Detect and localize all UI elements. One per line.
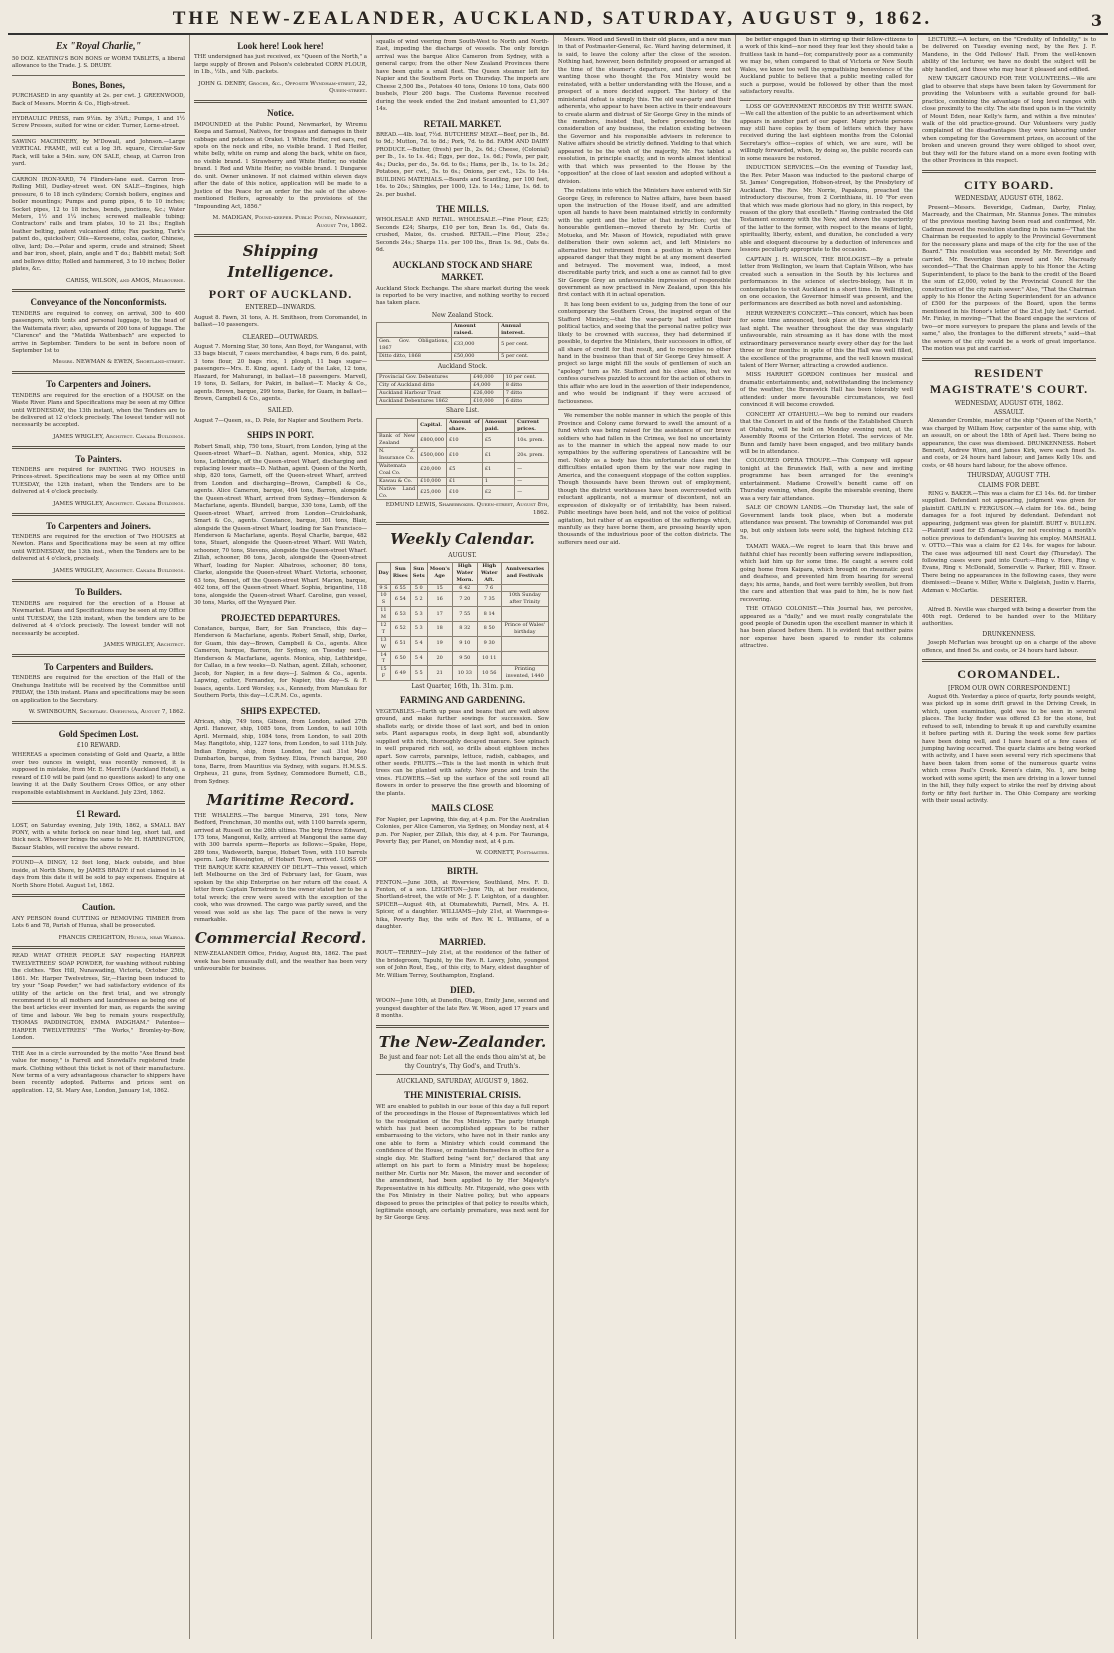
share-header: [377, 418, 418, 433]
city-board-date: WEDNESDAY, AUGUST 6TH, 1862.: [954, 195, 1064, 203]
column-4: [554, 35, 736, 1639]
table-cell: 20: [427, 651, 452, 666]
table-cell: Kawau & Co.: [377, 477, 418, 485]
royal-charlie-heading: Ex "Royal Charlie,": [55, 41, 142, 52]
calendar-header: Anniversaries and Festivals: [501, 562, 548, 584]
table-row: [377, 352, 549, 360]
table-row: [377, 592, 549, 607]
lookhere-signature: JOHN G. DENBY, Grocer, &c., Opposite Wyndham-street, 22, Queen-street.: [198, 80, 367, 95]
table-cell: £10,000: [471, 397, 504, 405]
table-cell: 5 4: [410, 651, 427, 666]
table-cell: 6 52: [390, 621, 410, 636]
masthead-title: THE NEW-ZEALANDER, AUCKLAND, SATURDAY, AUGUST 9, 1862.: [172, 8, 933, 29]
commercial-heading: Commercial Record.: [194, 929, 367, 948]
table-cell: 6 54: [390, 592, 410, 607]
table-cell: 14 T: [377, 651, 391, 666]
retail-text: BREAD.—4lb. loaf, 7½d. BUTCHERS' MEAT.—Beef, per lb., 8d. to 9d.; Mutton, 7d. to 8d.; Pork, 7d. to 8d. FARM AND DAIRY PRODUCE.—Butter, (fresh) per lb., 2s. 6d.; Cheese, (Colonial) per lb., 1s. to 1s. 4d.; Eggs, per doz., 1s. 6d.; Fowls, per pair, 4s.; Ducks, per do., 5s. 6d. to 6s.; Hams, per lb., 1s. to 1s. 2d.; Potatoes, per cwt., 5s. to 6s.; Onions, per cwt., 12s. to 14s. BUILDING MATERIALS.—Boards and Scantling, per 100 feet, 16s. to 20s.; Shingles, per 1000, 12s. to 14s.; Lime, 1s. 6d. to 2s. per bushel.: [376, 131, 549, 198]
table-cell: 13 W: [377, 636, 391, 651]
caution-heading: Caution.: [81, 902, 116, 913]
divider: [12, 135, 185, 136]
column-5: [736, 35, 918, 1639]
conveyance-ad: TENDERS are required to convey, on arrival, 300 to 400 passengers, with tents and personal luggage, to the head of the Waitemata river; also, upwards of 200 tons of luggage. The "Clarence" and the "Matilda Wattenbach" are expected to arrive in September. Tenders to be sent in before noon of September 1st to: [12, 310, 185, 355]
divider: [12, 946, 185, 949]
table-cell: [501, 651, 548, 666]
divider: [376, 861, 549, 862]
claims-heading: CLAIMS FOR DEBT.: [978, 481, 1040, 489]
crisis-heading: THE MINISTERIAL CRISIS.: [404, 1090, 521, 1101]
divider: [12, 801, 185, 804]
stock-header: Amount raised.: [451, 323, 498, 338]
stock-heading: AUCKLAND STOCK AND SHARE MARKET.: [392, 259, 533, 283]
divider: [12, 371, 185, 374]
calendar-table: [376, 562, 549, 681]
table-cell: City of Auckland ditto: [377, 381, 471, 389]
projected-heading: PROJECTED DEPARTURES.: [220, 612, 341, 623]
drunkenness-heading: DRUNKENNESS.: [982, 630, 1036, 638]
carpenters-builders-signature: W. SWINBOURN, Secretary. Onehunga, August 7, 1862.: [28, 709, 185, 716]
table-cell: 5 5: [410, 666, 427, 681]
records-item: LOSS OF GOVERNMENT RECORDS BY THE WHITE SWAN.—We call the attention of the public to an advertisement which appears in another part of our paper. Many private persons may still have copies by them of letters which they have received during the last eighteen months from the Colonial Secretary's office—copies of which, we are sure, will be willingly forwarded, when, by doing so, the public records can in some measure be restored.: [740, 103, 913, 162]
maritime-heading: Maritime Record.: [206, 790, 355, 809]
table-cell: 7 55: [452, 607, 477, 622]
ships-in-port-heading: SHIPS IN PORT.: [247, 430, 314, 441]
wilson-item: CAPTAIN J. H. WILSON, THE BIOLOGIST.—By a private letter from Wellington, we learn that Captain Wilson, who has created such a sensation in the South by his lectures and performances in the science of electro-biology, has it in contemplation to visit Auckland in a short time. In Wellington, on one occasion, the Governor himself was present, and the performances are described as both novel and astonishing.: [740, 256, 913, 308]
table-row: [377, 389, 549, 397]
table-cell: 6 42: [452, 584, 477, 592]
table-cell: £1: [482, 463, 514, 478]
table-cell: 19: [427, 636, 452, 651]
table-cell: Printing invented, 1440: [501, 666, 548, 681]
columns: [8, 35, 1108, 1639]
farming-text: VEGETABLES.—Earth up peas and beans that are well above ground, and make further sowings for succession. Sow shallots early, or divide those of last sort, and bed in onion sets. Plant asparagus roots, in deep light soil, abundantly supplied with rich, thoroughly decayed manure. Sow spinach in well prepared rich soil, so drills about eighteen inches apart. Sow carrots, parsnips, lettuce, radish, cabbages, and other seeds. FRUITS.—This is the last month in which fruit trees can be planted with safety. Now prune and train the vines. FLOWERS.—Set up the surface of the soil round all flowers in order to preserve the fine growth and blooming of the plants.: [376, 708, 549, 797]
keating-ad: 50 DOZ. KEATING'S BON BONS or WORM TABLETS, a liberal allowance to the Trade. J. S. DRUBY.: [12, 55, 185, 70]
divider: [12, 75, 185, 76]
column-2: [190, 35, 372, 1639]
nz-stock-table: [376, 322, 549, 360]
table-cell: 15 F: [377, 666, 391, 681]
carron-ad: CARRON IRON-YARD, 74 Flinders-lane east. Carron Iron-Rolling Mill, Dudley-street west. ON SALE—Engines, high pressure, 6 to 18 inch cylinders; Cornish boilers, engines and boiler mountings; Pumps and pump pipes, 6 to 10 inches; Socket pipes, 12 to 18 inches, bends, junctions, &c.; Water Meters, 1½ and 1¼ inches; screwed malleable tubing; Contractors' rails and tram plates, 10 to 21 lbs.; English leather belting, patent vulcanised ditto; Fax packing, Turk's patent do., quicksilver; Oils—Kerosene, colza, castor, Chinese, olive, lard; Do.—Polar and sperm, crude and strained; Sheet and bar iron, sheet, plain, angle and T do.; Babbitt metal; Soft and bellows ditto; Rolled and hammered, 3 to 10 inches; Boiler plates, &c.: [12, 176, 185, 273]
divider: [740, 100, 913, 101]
page-number: 3: [1090, 11, 1102, 30]
mills-heading: THE MILLS.: [436, 204, 489, 215]
table-cell: £20,000: [418, 463, 447, 478]
table-cell: Auckland Harbour Trust: [377, 389, 471, 397]
expected-text: African, ship, 749 tons, Gibson, from London, sailed 27th April. Hanover, ship, 1085 tons, from London, to sail 10th April. Mermaid, ship, 1084 tons, from London, to sail 20th May. Rangitoto, ship, 1227 tons, from London, to sail 11th July. Indian Empire, ship, from London, for sail 31st May. Dumbarton, barque, from Sydney. Eliza, French barque, 260 tons, Barre, from Mauritius via Sydney, with sugars. H.M.S.S. Orpheus, 21 guns, from Sydney, Commodore Burnett, C.B., from Sydney.: [194, 718, 367, 785]
divider: [12, 579, 185, 582]
table-cell: 6 ditto: [503, 397, 548, 405]
expected-heading: SHIPS EXPECTED.: [240, 705, 321, 716]
coromandel-text: August 6th. Yesterday a piece of quartz, forty pounds weight, was picked up in some drift gravel in the Driving Creek, in which, upon examination, gold was to be seen in several places. The lucky finder was offered £3 for the stone, but refused to sell, intending to break it up and carefully examine it before parting with it. During the week some few parties have been doing well, and I have heard of a few cases of jumping having occurred. The quartz claims are being worked with activity, and I have seen several very rich specimens that have been taken from some of the numerous quartz veins which cross Paul's Creek. Keven's claim, No. 1, are being worked with some spirit; the men are driving in a lower tunnel in the hill, they fully expect to strike the reef by driving about forty or fifty feet further in. The Ohio Company are working with their usual activity.: [922, 693, 1096, 805]
city-board-text: Present—Messrs. Beveridge, Cadman, Darby, Finlay, Macready, and the Chairman, Mr. Stannus Jones. The minutes of the previous meeting having been read and confirmed, Mr. Cadman moved the resolution standing in his name—"That the Chairman be requested to apply to the Provincial Government for the necessary plans and maps of the city for the use of the Board." This resolution was seconded by Mr. Beveridge and carried. Mr. Beveridge then moved and Mr. Macready seconded—"That the Chairman apply to his Honor the Acting Superintendent, to place to the bank to the credit of the Board the sum of £2,000, voted by the Provincial Council for the construction of the city main sewer." Also, "That the Chairman apply to his Honor the Acting Superintendent for an advance of £500 for the purposes of the Board, upon the terms mentioned in his Honor's letter of the 21st July last." Carried. Mr. Finlay, in moving—"That the Board engage the services of two—or more surveyors to prepare the plans and levels of the same," also, the frontages to the different streets," said—that the sewers of the city would be a work of great importance. The motion was put and carried.: [922, 204, 1096, 353]
table-cell: Provincial Gov. Debentures: [377, 373, 471, 381]
stock-header: [377, 323, 452, 338]
notice-heading: Notice.: [267, 108, 294, 119]
table-cell: 10th Sunday after Trinity: [501, 592, 548, 607]
maritime-text: THE WHALERS.—The barque Minerva, 291 tons, New Bedford, Frenchman, 30 months out, with 1100 barrels sperm, arrived at Russell on the 26th ultimo. The brig Prince Edward, 175 tons, Mangonui, Kelly, arrived at Mangonui the same day with 300 barrels sperm—Reports as follows:—Spake, Hope, 289 tons, Wadsworth, barque, Hobart Town, with 110 barrels sperm. Lady Blessington, of Hobart Town, arrived. LOSS OF THE BARQUE KATE KEARNEY OF DELFT—This vessel, which left Melbourne on the 3rd of February last, for Guam, was spoken by the ship Enterprise on her return off the coast. A letter from Captain Ternstrom to the owner stated her to be a total wreck; the crew were saved with the exception of the cook, who was drowned. The cargo was partly saved, and the vessel was sold as she lay. The pace of the news is very remarkable.: [194, 812, 367, 924]
table-cell: 10 33: [452, 666, 477, 681]
table-cell: 6 55: [390, 584, 410, 592]
table-cell: £10: [447, 448, 483, 463]
crown-lands-item: SALE OF CROWN LANDS.—On Thursday last, the sale of Government lands took place, when but a moderate attendance was present. The township of Coromandel was put up, but only sixteen lots were sold, the highest fetching £12 5s.: [740, 505, 913, 541]
sailed-text: August 7—Queen, ss., D. Pole, for Napier and Southern Ports.: [194, 417, 363, 424]
carpenters-builders-heading: To Carpenters and Builders.: [43, 661, 154, 672]
table-cell: 5 2: [410, 592, 427, 607]
lookhere-ad: THE undersigned has just received, ex "Queen of the North," a large supply of Brown and Polson's celebrated CORN FLOUR, in 1lb., ½lb., and ¼lb. packets.: [194, 54, 367, 76]
table-cell: 10 56: [477, 666, 501, 681]
table-cell: 8 50: [477, 621, 501, 636]
table-cell: Ditto ditto, 1868: [377, 352, 452, 360]
table-cell: £40,000: [471, 373, 504, 381]
carpenters-heading-1: To Carpenters and Joiners.: [46, 379, 151, 390]
table-cell: £25,000: [418, 485, 447, 500]
table-row: [377, 584, 549, 592]
ships-in-port-text: Robert Small, ship, 750 tons, Stuart, from London, lying at the Queen-street Wharf—D. Nathan, agent. Monica, ship, 532 tons, Lethbridge, off the Queen-street Wharf, discharging and replacing lower masts—D. Nathan, agent. Queen of the North, ship, 820 tons, Garnett, off the Queen-street Wharf, arrived from London and discharging—Brown, Campbell & Co., agents. Alice Cameron, barque, 404 tons, Barron, alongside the Queen-street Wharf, arrived from Sydney—Henderson & Macfarlane, agents. Blundell, barque, 330 tons, Lamb, off the Queen-street Wharf, arrived from London—Cruickshank, Smart & Co., agents. Constance, barque, 301 tons, Blair, alongside the Queen-street Wharf, loading for San Francisco—Henderson & Macfarlane, agents. Royal Charlie, barque, 482 tons, Stuart, alongside the Queen-street Wharf. Will Watch, schooner, 70 tons, Stevens, alongside the Queen-street Wharf. Zillah, schooner, 86 tons, Jacob, alongside the Queen-street Wharf, loading for Napier. Albatross, schooner, 80 tons, Clarke, alongside the Queen-street Wharf. Victoria, schooner, 63 tons, Bennet, off the Queen-street Wharf. Marion, barque, 402 tons, off the Queen-street Wharf. Sophia, brigantine, 118 tons, alongside the Queen-street Wharf. Caroline, gun vessel, 30 tons, Marks, off the Wynyard Pier.: [194, 443, 367, 607]
table-cell: Gen. Gov. Obligations, 1867: [377, 337, 452, 352]
auckland-stock-table: [376, 373, 549, 406]
table-cell: 9 50: [452, 651, 477, 666]
divider: [376, 522, 549, 525]
table-cell: 5 3: [410, 607, 427, 622]
share-header: Amount paid.: [482, 418, 514, 433]
stock-header: Annual interest.: [499, 323, 549, 338]
table-cell: 6 49: [390, 666, 410, 681]
table-cell: N. Z. Insurance Co.: [377, 448, 418, 463]
table-cell: 7 35: [477, 592, 501, 607]
table-cell: 20s. prem.: [515, 448, 549, 463]
table-cell: £2: [482, 485, 514, 500]
share-header: Amount of share.: [447, 418, 483, 433]
stock-intro: Auckland Stock Exchange. The share market during the week is reported to be very inactive, and nothing worthy to record has taken place.: [376, 285, 549, 307]
mails-text: For Napier, per Lapwing, this day, at 4 p.m. For the Australian Colonies, per Alice Cameron, via Sydney, on Monday next, at 4 p.m. For Napier, per Zillah, this day, at 4 p.m. For Tauranga, Poverty Bay, per Planet, on Monday next, at 4 p.m.: [376, 816, 549, 845]
table-cell: 16: [427, 592, 452, 607]
divider: [922, 659, 1096, 662]
calendar-header: Sun Sets: [410, 562, 427, 584]
coromandel-subheading: [FROM OUR OWN CORRESPONDENT.]: [948, 684, 1070, 692]
table-cell: £4,000: [471, 381, 504, 389]
table-cell: 5 0: [410, 584, 427, 592]
calendar-header: Moon's Age: [427, 562, 452, 584]
table-row: [377, 381, 549, 389]
table-cell: 10 per cent.: [503, 373, 548, 381]
divider: [12, 173, 185, 174]
married-heading: MARRIED.: [439, 936, 486, 947]
table-cell: Auckland Debentures 1862: [377, 397, 471, 405]
table-cell: £1: [482, 448, 514, 463]
divider: [12, 446, 185, 449]
table-cell: £5: [447, 463, 483, 478]
table-cell: 6 51: [390, 636, 410, 651]
table-cell: —: [515, 463, 549, 478]
mails-signature: W. CORNETT, Postmaster.: [475, 850, 549, 857]
calendar-heading: Weekly Calendar.: [390, 529, 535, 548]
entered-heading: ENTERED—INWARDS.: [245, 304, 316, 312]
table-cell: 5 4: [410, 636, 427, 651]
table-cell: £10,000: [418, 477, 447, 485]
table-row: [377, 621, 549, 636]
table-cell: 21: [427, 666, 452, 681]
divider: [12, 721, 185, 724]
article-paragraph: be better engaged than in stirring up their fellow-citizens to a work of this kind—nor need they fear lest they should take a fruitless task in hand—for, comparatively poor as a community we may be, when compared to that of Victoria or New South Wales, we know too well the sympathising benevolence of the Auckland public to believe that a public meeting called for such a purpose, would be followed by other than the most satisfactory results.: [740, 37, 913, 96]
calendar-month: AUGUST.: [448, 551, 477, 559]
table-cell: 5 per cent.: [499, 337, 549, 352]
divider: [12, 513, 185, 516]
table-cell: £10: [447, 485, 483, 500]
article-paragraph: The relations into which the Ministers have entered with Sir George Grey, in reference to Native affairs, have been based upon the instruction of the House itself, and are admitted upon all hands to have been maintained strictly in conformity with the spirit and the letter of that instruction; yet the honourable gentlemen—moved thereto by Mr. Curtis of Motueka, and Mr. Mason of Howick, repudiated with grave deliberation their own solemn act, and left Ministers no alternative but retirement from a position in which there appeared danger that they might be at any moment deserted and betrayed. The movement was, indeed, a most discreditable party trick, and such a one as cannot fail to give Sir George Grey an unfavourable impression of responsible government as now practised in New Zealand, upon this his first contact with it in actual operation.: [558, 188, 731, 299]
squalls-text: squalls of wind veering from South-West to North and North-East, impeding the discharge of vessels. The only foreign arrival was the barque Alice Cameron from Sydney, with a general cargo; from the other New Zealand Provinces there have been quite a small fleet. The Queen steamer left for Napier and the Southern Ports on Thursday. The imports are Cheese 2,500 lbs., Potatoes 40 tons, Onions 10 tons, Oats 600 bushels, Flour 200 bags. The Customs Revenue received during the week ended the 2nd instant amounted to £1,307 14s.: [376, 39, 549, 113]
city-board-heading: CITY BOARD.: [964, 177, 1054, 192]
calendar-header: High Water Aft.: [477, 562, 501, 584]
table-cell: [501, 636, 548, 651]
conveyance-signature: Messrs. NEWMAN & EWEN, Shortland-street.: [52, 359, 185, 366]
table-cell: 9 10: [452, 636, 477, 651]
resident-court-date: WEDNESDAY, AUGUST 6TH, 1862.: [954, 399, 1064, 407]
carpenters-ad-2: TENDERS are required for the erection of Two HOUSES at Newton. Plans and Specifications may be seen at my office until WEDNESDAY, the 13th inst., when the Tenders are to be delivered at 4 o'clock, precisely.: [12, 533, 185, 563]
cleared-text: August 7. Morning Star, 30 tons, Ann Boyd, for Wanganui, with 33 bags biscuit, 7 cases merchandise, 4 bags rum, 6 do. paint, 3 tons flour, 20 bags rice, 1 plough, 11 bags sugar—passengers—Mrs. E. King, agent. Lady of the Lake, 12 tons, Haszard, for Mahurangi, in ballast—18 passengers. Marvell, 19 tons, D. Sellars, for Pakiri, in ballast—T. Macky & Co., agents. Brown, barque, 299 tons, Darke, for Guam, in ballast—Brown, Campbell & Co., agents.: [194, 343, 367, 403]
table-cell: Native Land Co.: [377, 485, 418, 500]
commercial-text: NEW-ZEALANDER Office, Friday, August 8th, 1862. The past week has been unusually dull, and the weather has been very unfavourable for business.: [194, 951, 367, 973]
article-paragraph: It has long been evident to us, judging from the tone of our contemporary the Southern Cross, the inspired organ of the Stafford Ministry,—that the war-party had settled their political tactics, and seeing that the personal native policy was likely to be crowned with success, they had determined if possible, to deprive the Ministers, their successors in office, of all share of credit for that result, and to recognise no other hand in the business than that of Sir George Grey himself. A project so large might fill the souls of gentlemen of such an "apology" turn as Mr. Stafford and his close allies, but we confess ourselves puzzled to account for the action of others in this affair who are loud in the assertion of their independence, and who would be indignant if they were accused of factiousness.: [558, 301, 731, 405]
mills-text: WHOLESALE AND RETAIL. WHOLESALE.—Fine Flour, £25; Seconds £24; Sharps, £10 per ton, Bran 1s. 6d., Oats 6s. crushed, Maize, 6s. crushed. RETAIL.—Fine Flour, 25s.; Seconds 24s.; Sharps 11s. per 100 lbs., Bran 1s. 9d., Oats 6s. 6d.: [376, 217, 549, 254]
table-row: [377, 337, 549, 352]
table-row: [377, 373, 549, 381]
lookhere-heading: Look here! Look here!: [237, 41, 324, 51]
painters-heading: To Painters.: [75, 453, 122, 464]
table-row: [377, 485, 549, 500]
table-cell: 11 M: [377, 607, 391, 622]
share-list-heading: Share List.: [445, 407, 480, 415]
table-cell: 15: [427, 584, 452, 592]
gordon-item: MISS HARRIET GORDON continues her musical and dramatic entertainments; and, notwithstanding the inclemency of the weather, the Brunswick Hall has been tolerably well attended: under more favourable circumstances, we feel convinced it will become crowded.: [740, 372, 913, 409]
otago-item: THE OTAGO COLONIST.—This Journal has, we perceive, appeared as a "daily," and we must really congratulate the good people of Dunedin upon the excellent manner in which it has been placed before them. It is evident that neither pains nor expense have been spared to render its columns attractive.: [740, 606, 913, 650]
table-cell: [501, 607, 548, 622]
table-cell: 7 ditto: [503, 389, 548, 397]
table-cell: Bank of New Zealand: [377, 433, 418, 448]
table-row: [377, 448, 549, 463]
lecture-item: LECTURE.—A lecture, on the "Credulity of Infidelity," is to be delivered on Tuesday evening next, by the Rev. J. F. Mandeno, in the Odd Fellows' Hall. From the well-known ability of the lecturer, we have no doubt the subject will be ably handled, and those who may hear it pleased and edified.: [922, 37, 1096, 73]
share-header: Current prices.: [515, 418, 549, 433]
induction-item: INDUCTION SERVICES.—On the evening of Tuesday last, the Rev. Peter Mason was inducted to the pastoral charge of St. James' Congregation, Hobson-street, by the Presbytery of Auckland. The Rev. Mr. Norrie, Papakura, preached the introductory discourse, from 2 Corinthians, iii. 10 "For even that which was made glorious had no glory, in this respect, by reason of the glory that excelleth." Having contrasted the Old Testament economy with the New, and shown the superiority of the latter to the former, with respect to the means of light, spirituality, liberty, extent, and duration, he concluded a very able and eloquent discourse by a deduction of inferences and lessons peculiarly appropriate to the occasion.: [740, 165, 913, 254]
table-cell: 5 3: [410, 621, 427, 636]
pound-reward-ad: LOST, on Saturday evening, July 19th, 1862, a SMALL BAY PONY, with a white forlock on near hind leg, short tail, and thick neck. Whoever brings the same to Mr. H. HARRINGTON, Bazaar Stables, will receive the above reward.: [12, 822, 185, 851]
axe-ad: THE Axe in a circle surrounded by the motto "Axe Brand best value for money," is Farrell and Snowdall's registered trade mark. Clothing without this ticket is not of their manufacture. New terms of a very advantageous character to shippers have been recently adopted. Patterns and prices sent on application. 12, St. Mary Axe, London, January 1st, 1862.: [12, 1050, 185, 1094]
share-list-table: [376, 418, 549, 501]
table-cell: 8 14: [477, 607, 501, 622]
table-cell: 8 32: [452, 621, 477, 636]
died-text: WOON—June 10th, at Dunedin, Otago, Emily Jane, second and youngest daughter of the late Rev. W. Woon, aged 17 years and 8 months.: [376, 998, 549, 1020]
bones-heading: Bones, Bones,: [72, 79, 125, 90]
table-cell: 5 per cent.: [499, 352, 549, 360]
bones-ad: PURCHASED in any quantity at 2s. per cwt. J. GREENWOOD, Back of Messrs. Morrin & Co., High-street.: [12, 93, 185, 107]
resident-court-text: Alexander Crombie, master of the ship "Queen of the North," was charged by William How, carpenter of the same ship, with an assault, on or about the 18th of April last. There being no appearance, the case was dismissed. DRUNKENNESS. Robert Bennett, Andrew Winn, and James Kirk, were each fined 5s. and costs, or 24 hours hard labour; and James Kelly 10s. and costs, or 48 hours hard labour, for the above offence.: [922, 418, 1096, 469]
article-paragraph: We remember the noble manner in which the people of this Province and Colony came forward to swell the amount of a fund which was being raised for the assistance of our brave soldiers who had fallen in the Crimea, we feel no uncertainty as to the manner in which the appeal now made to our sympathies by the suffering operatives of Lancashire will be met. Nobly as a body has this unfortunate class met the difficulties entailed upon them by the war now raging in America, and the consequent stoppage of the cotton supplies. Though thousands have been thrown out of employment, though the district workhouses have been overcrowded with reluctant applicants, not a murmur of discontent, not an expression of disloyalty or of irritability, has been raised. Public meetings have been held, and not the voice of political agitation, but rather of an exposition of the sufferings which, manfully as they have borne them, are pressing heavily upon thousands of the industrious poor of the cotton districts. The sufferers need our aid.: [558, 413, 731, 546]
calendar-header: Sun Rises: [390, 562, 410, 584]
column-6: [918, 35, 1100, 1639]
entered-text: August 8. Fawn, 31 tons, A. H. Smithson, from Coromandel, in ballast—10 passengers.: [194, 314, 367, 329]
crisis-text: WE are enabled to publish in our issue of this day a full report of the proceedings in the House of Representatives which led to the resignation of the Fox Ministry. The party triumph which has just been accomplished appears to be rather embarrassing to the victors, who have not in their ranks any one able to form a Ministry which could command the confidence of the House, or maintain themselves in office for a single day. Mr. Stafford being "sent for," declared that any attempt on his part to form a Ministry must be hopeless; neither Mr. Curtis nor Mr. Mason, the mover and seconder of the amendment, had been applied to by Her Majesty's Representative in his difficulty. Mr. Fitzgerald, who goes with the Fox Ministry in their Native policy, but who appears disposed to press the principles of that policy to results which, legitimate enough, are certainly premature, was next sent for by Sir George Grey.: [376, 1103, 549, 1222]
caution-signature: FRANCIS CREIGHTON, Hunua, near Wairoa.: [58, 934, 185, 941]
newspaper-page: [8, 4, 1108, 1644]
table-cell: 18: [427, 621, 452, 636]
divider: [12, 856, 185, 857]
table-cell: 9 S: [377, 584, 391, 592]
carpenters-signature-2: JAMES WRIGLEY, Architect. Canada Buildings.: [53, 567, 185, 574]
calendar-header: High Water Morn.: [452, 562, 477, 584]
table-row: [377, 666, 549, 681]
builders-heading: To Builders.: [75, 587, 122, 598]
table-cell: 1: [482, 477, 514, 485]
table-cell: 17: [427, 607, 452, 622]
masthead: [8, 4, 1108, 35]
thursday-text: RING v. BAKER.—This was a claim for £3 14s. 6d. for timber supplied. Defendant not appearing, judgment was given for plaintiff. CARLIN v. FERGUSON.—A claim for 16s. 6d., being damages for a foot injured by defendant. Defendant not appearing, judgment was given for plaintiff. BURT v. BULLEN.—Plaintiff sued for £5 damages, for not receiving a month's notice previous to defendant's leaving his employ. MARSHALL v. OTTO.—This was a claim for £2 14s. for wages for labour. The case was adjourned till next Court day (Thursday). The following cases were paid into Court:—Ring v. Hore, Ring v. Evans, Ring v. McDonald, Somerville v. Parker, Hill v. Ensor. There being no appearances in the following cases, they were dismissed:—Deane v. Miller, White v. Dalgleish, Justin v. Harris, Adzman v. McCartie.: [922, 490, 1096, 594]
divider: [194, 100, 367, 103]
retail-heading: RETAIL MARKET.: [423, 118, 502, 129]
carpenters-builders-ad: TENDERS are required for the erection of the Hall of the Onehunga Institute will be received by the Committee until FRIDAY, the 15th instant. Plans and specifications may be seen on application to the Secretary.: [12, 675, 185, 704]
auckland-stock-heading: Auckland Stock.: [437, 362, 488, 370]
editorial-motto: Be just and fear not: Let all the ends thou aim'st at, be thy Country's, Thy God's, and Truth's.: [379, 1054, 546, 1070]
port-heading: PORT OF AUCKLAND.: [208, 286, 353, 301]
tamati-item: TAMATI WAKA.—We regret to learn that this brave and faithful chief has recently been suffering severe indisposition, which laid him up for some time. He caught a severe cold going home from Kaipara, which brought on rheumatic gout and deafness, and prevented him from hearing for several days; his arms, hands, and feet were terribly swollen, but from the care and attention that was paid to him, he is now fast recovering.: [740, 544, 913, 603]
deserter-text: Alfred B. Neville was charged with being a deserter from the 40th regt. Ordered to be handed over to the Military authorities.: [922, 606, 1096, 628]
gold-ad: WHEREAS a specimen consisting of Gold and Quartz, a little over two ounces in weight, was recently removed, it is supposed in mistake, from Mr. E. Merrill's (Auckland Hotel), a reward of £10 will be paid (and no questions asked) to any one leaving it at the Daily Southern Cross Office, or any other responsible establishment in Auckland. July 23rd, 1862.: [12, 752, 185, 796]
table-cell: 10 S: [377, 592, 391, 607]
werner-item: HERR WERNER'S CONCERT.—This concert, which has been for some time announced, took place at the Brunswick Hall last night. The weather throughout the day was singularly unfavourable, rain streaming as it has done with the most extraordinary perseverance nearly every other day for the last three or four months: in spite of this the Hall was well filled, the excellence of the programme, and the well known musical talent of Herr Werner, attracting a crowded audience.: [740, 310, 913, 370]
hydraulic-ad: HYDRAULIC PRESS, ram 9½in. by 3¼ft.; Pumps, 1 and 1½ Screw Presses, suited for wine or cider. Turner, Lorne-street.: [12, 116, 185, 130]
died-heading: DIED.: [450, 984, 475, 995]
birth-text: FENTON.—June 30th, at Riverview, Southland, Mrs. F. D. Fenton, of a son. LEIGHTON—June 7th, at her residence, Shortland-street, the wife of Mr. J. F. Leighton, of a daughter. SPICER—August 4th, at Otumatewhiti, Parnell, Mrs. A. H. Spicer, of a daughter. WILLIAMS—July 21st, at Waerenga-a-hika, Poverty Bay, the wife of Rev. W. L. Williams, of a daughter.: [376, 879, 549, 931]
table-row: [377, 433, 549, 448]
table-cell: 6 50: [390, 651, 410, 666]
table-cell: 7 6: [477, 584, 501, 592]
table-cell: Prince of Wales' birthday: [501, 621, 548, 636]
share-header: Capital.: [418, 418, 447, 433]
divider: [376, 1074, 549, 1075]
table-cell: 9 30: [477, 636, 501, 651]
divider: [922, 170, 1096, 173]
divider: [194, 234, 367, 237]
conveyance-heading: Conveyance of the Nonconformists.: [30, 297, 167, 308]
caution-ad: ANY PERSON found CUTTING or REMOVING TIMBER from Lots 6 and 78, Parish of Hunua, shall be prosecuted.: [12, 915, 185, 930]
farming-heading: FARMING AND GARDENING.: [399, 695, 526, 706]
nz-editorial-title: The New-Zealander.: [378, 1032, 547, 1051]
projected-text: Constance, barque, Barr, for San Francisco, this day—Henderson & Macfarlane, agents. Robert Small, ship, Darke, for Guam, this day—Brown, Campbell & Co., agents. Alice Cameron, barque, Barron, for Sydney, on Tuesday next—Henderson & Macfarlane, agents. Monica, ship, Lethbridge, for Callao, in a few weeks—D. Nathan, agent. Zillah, schooner, Jacob, for Napier, in a few days—J. Salmon & Co., agents. Lapwing, cutter, Fernandez, for Napier, this day—S. & F. Isaacs, agents. Lord Worsley, s.s., Kennedy, from Manukau for Southern Ports, this day—I.C.R.M. Co., agents.: [194, 625, 367, 700]
cleared-heading: CLEARED—OUTWARDS.: [242, 333, 319, 341]
table-cell: —: [515, 485, 549, 500]
otahuhu-item: CONCERT AT OTAHUHU.—We beg to remind our readers that the Concert in aid of the funds of the Established Church at Otahuhu, will be held on Monday evening next, at the Assembly Rooms of the Criterion Hotel. The services of Mr. Bunn and family have been engaged, and two military bands will be in attendance.: [740, 411, 913, 456]
painters-ad: TENDERS are required for PAINTING TWO HOUSES in Princes-street. Specifications may be seen at my Office until TUESDAY, the 12th instant, when the Tenders are to be delivered at 4 o'clock precisely.: [12, 466, 185, 496]
divider: [12, 289, 185, 292]
resident-court-heading: RESIDENT MAGISTRATE'S COURT.: [929, 365, 1089, 397]
column-3: [372, 35, 554, 1639]
notice-signature: M. MADIGAN, Pound-keeper. Public Pound, Newmarket, August 7th, 1862.: [212, 215, 367, 229]
table-cell: 10s. prem.: [515, 433, 549, 448]
table-cell: 8 ditto: [503, 381, 548, 389]
editorial-dateline: AUCKLAND, SATURDAY, AUGUST 9, 1862.: [396, 1077, 529, 1085]
table-cell: £10: [447, 433, 483, 448]
divider: [558, 409, 731, 410]
column-1: [8, 35, 190, 1639]
birth-heading: BIRTH.: [447, 866, 478, 877]
impound-notice: IMPOUNDED at the Public Pound, Newmarket, by Wiremu Keepa and Samuel, Natives, for trespass and damages in their cabbage and potatoes at Orakei. 1 White Heifer, red ears, red spots on the neck and ribs, no visible brand. 1 Red Heifer, white belly, white on rump and along the back, white on face, no visible brand. 1 Strawberry and White Heifer, no visible brand. 1 Red and White Heifer, no visible brand. 1 Dungaree do. unit. Owner unknown. If not claimed within eleven days after the date of this notice, application will be made to a Justice of the Peace for an order for the sale of the above-mentioned Heifers, agreeably to the provisions of the "Impounding Act, 1856.": [194, 121, 367, 210]
moon-phase: Last Quarter, 16th, 1h. 31m. p.m.: [411, 683, 514, 691]
nz-stock-heading: New Zealand Stock.: [431, 311, 494, 319]
table-row: [377, 463, 549, 478]
soap-ad: READ WHAT OTHER PEOPLE SAY respecting HARPER TWELVETREES' SOAP POWDER, for washing without rubbing the clothes. "Box Hill, Nunawading, Victoria, October 25th, 1861. Mr. Harper Twelvetrees, Sir,—Having been induced to try your "Soap Powder," we had satisfactory evidence of its utility of the article on the first trial, and we strongly recommend it to all mothers and laundresses as being one of the best articles ever invented for man, as regards the saving of time and labour. We beg to remain yours respectfully, THOMAS PADDINGTON, EMMA PADGHAM." Patentee—HARPER TWELVETREES' "The Works," Bromley-by-Bow, London.: [12, 953, 185, 1042]
table-cell: —: [515, 477, 549, 485]
table-cell: 12 T: [377, 621, 391, 636]
divider: [12, 1047, 185, 1048]
carpenters-heading-2: To Carpenters and Joiners.: [46, 520, 151, 531]
mails-heading: MAILS CLOSE: [431, 803, 494, 814]
builders-signature: JAMES WRIGLEY, Architect.: [104, 642, 185, 649]
shipping-heading: Shipping Intelligence.: [227, 242, 334, 282]
table-cell: £800,000: [418, 433, 447, 448]
married-text: ROUT—TERREY—July 21st, at the residence of the father of the bridegroom, Tapuhi, by the Rev. R. Lawry, John, youngest son of John Rout, Esq., of this city, to Mary, eldest daughter of Mr. William Terrey, Southampton, England.: [376, 950, 549, 979]
table-cell: [501, 584, 548, 592]
dingy-ad: FOUND—A DINGY, 12 feet long, black outside, and blue inside, at North Shore, by JAMES BRADY: if not claimed in 14 days from this date it will be sold to pay expenses. Enquire at North Shore Hotel. August 1st, 1862.: [12, 860, 185, 889]
carron-signature: CARISS, WILSON, and AMOS, Melbourne.: [66, 277, 185, 284]
calendar-header: Day: [377, 562, 391, 584]
deserter-heading: DESERTER.: [990, 597, 1028, 605]
divider: [12, 112, 185, 113]
drunkenness-text: Joseph McFarlan was brought up on a charge of the above offence, and fined 5s. and costs, or 24 hours hard labour.: [922, 640, 1096, 654]
table-row: [377, 477, 549, 485]
table-cell: 7 20: [452, 592, 477, 607]
table-row: [377, 636, 549, 651]
table-cell: £50,000: [451, 352, 498, 360]
coloured-item: COLOURED OPERA TROUPE.—This Company will appear tonight at the Brunswick Hall, with a new and inviting programme has been arranged for the evening's entertainment. Madame Crowell's benefit came off on Thursday evening, when, despite the miserable evening, there was a very fair attendance.: [740, 458, 913, 502]
table-cell: £500,000: [418, 448, 447, 463]
divider: [12, 894, 185, 897]
table-cell: £26,000: [471, 389, 504, 397]
divider: [376, 1025, 549, 1028]
assault-heading: ASSAULT.: [993, 408, 1025, 416]
table-cell: £5: [482, 433, 514, 448]
painters-signature: JAMES WRIGLEY, Architect. Canada Buildings.: [53, 500, 185, 507]
sawing-ad: SAWING MACHINERY, by M'Dowall, and Johnson.—Large VERTICAL FRAME, will cut a log 3ft. square, Circular-Saw Rack, will take a 54in. saw, ON SALE, cheap, at Carron Iron yard.: [12, 138, 185, 168]
gold-reward: £10 REWARD.: [76, 742, 121, 750]
gold-heading: Gold Specimen Lost.: [58, 728, 139, 739]
builders-ad: TENDERS are required for the erection of a House at Newmarket. Plans and Specifications may be seen at my Office until TUESDAY, the 12th instant, when the tenders are to be delivered at 4 o'clock precisely. The lowest tender will not necessarily be accepted.: [12, 600, 185, 637]
stock-signature: EDMUND LEWIS, Sharebroker. Queen-street, August 8th, 1862.: [385, 502, 549, 517]
table-cell: 10 11: [477, 651, 501, 666]
pound-reward-heading: £1 Reward.: [76, 809, 121, 820]
table-row: [377, 397, 549, 405]
table-cell: £33,000: [451, 337, 498, 352]
carpenters-signature-1: JAMES WRIGLEY, Architect. Canada Buildings.: [53, 433, 185, 440]
table-row: [377, 651, 549, 666]
table-row: [377, 607, 549, 622]
thursday-heading: THURSDAY, AUGUST 7TH.: [967, 472, 1051, 480]
sailed-heading: SAILED.: [267, 407, 294, 415]
volunteers-item: NEW TARGET GROUND FOR THE VOLUNTEERS.—We are glad to observe that steps have been taken by Government for providing the Volunteers with a suitable ground for ball-practice, combining the advantage of long level ranges with close proximity to the city. The site fixed upon is in the vicinity of Mount Eden, near Kelly's farm, and within a five minutes' walk of the old practice-ground. Our Volunteers very justly complained of the disadvantages they were labouring under when competing for the Government prizes, on account of the broken and uneven ground they were obliged to shoot over, but they will for the future stand on a more even footing with the other Provinces in this respect.: [922, 76, 1096, 165]
article-paragraph: Messrs. Wood and Sewell in their old places, and a new man in that of Postmaster-General, &c. Ward having determined, it is said, to leave the colony after the close of the session. Nothing had, however, been definitely proposed or arranged at the time of the steamer's departure, and there were not wanting those who thought the Fox Ministry would be reinstated, with a better understanding with the House, and a prospect of a more decided support. The history of the ministerial defeat is simply this. The old war-party and their adherents, who appear to have been active in their endeavours to create alarm and distrust of Sir George Grey in the minds of the members, insisted that, before proceeding to the consideration of any business, the relation existing between the Governor and his responsible advisers in reference to Native affairs should be strictly defined. Yielding to that which appeared to be the wish of the majority, Mr. Fox tabled a resolution, in principle exactly, and in words almost identical with that which was presented to the House by the "opposition" at the close of last session and adopted without a division.: [558, 37, 732, 185]
divider: [922, 358, 1096, 361]
divider: [12, 654, 185, 657]
table-cell: £1: [447, 477, 483, 485]
carpenters-ad-1: TENDERS are required for the erection of a HOUSE on the Waste River. Plans and Specifications may be seen at my Office until WEDNESDAY, the 13th instant, when the Tenders are to be delivered at 12 o'clock precisely. The lowest tender will not necessarily be accepted.: [12, 392, 185, 429]
coromandel-heading: COROMANDEL.: [957, 667, 1061, 682]
table-cell: 6 53: [390, 607, 410, 622]
table-cell: Waitemata Coal Co.: [377, 463, 418, 478]
